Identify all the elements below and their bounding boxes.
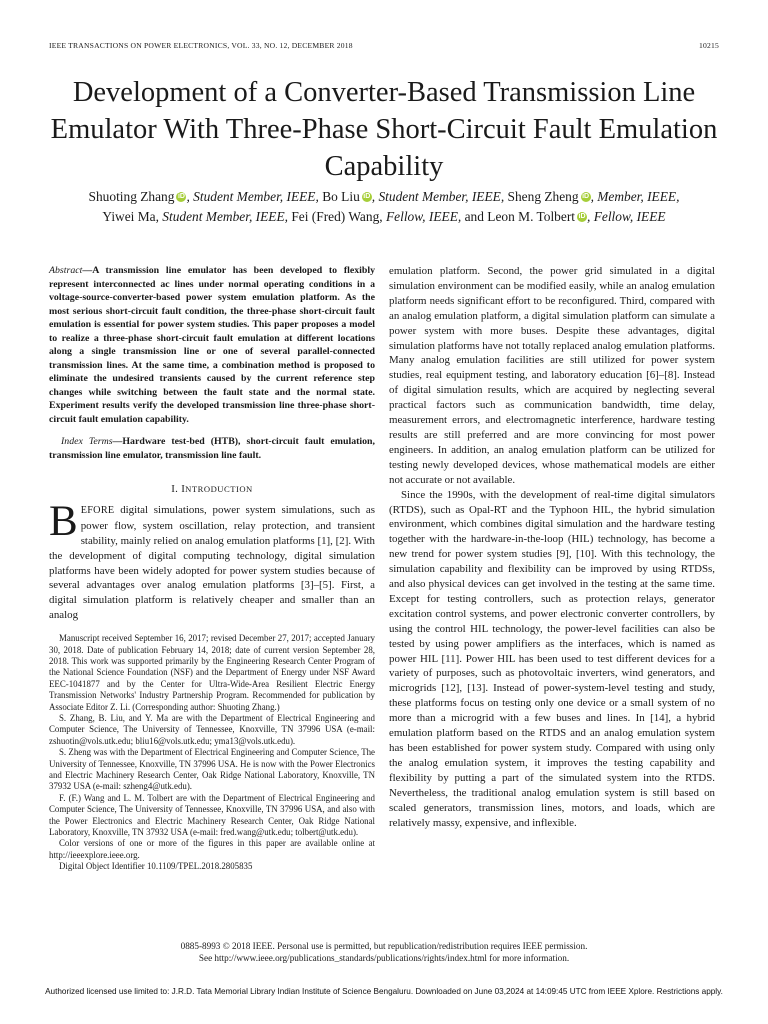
- author-name: Sheng Zheng: [507, 189, 579, 204]
- drop-cap: B: [49, 497, 78, 545]
- abstract-label: Abstract: [49, 265, 83, 276]
- body-paragraph: emulation platform. Second, the power grid simulated in a digital simulation environment can be modified easily, while an analog emulation platform needs significant effort to be reconfigured. Third, compared with an analog emulation platform, a digital simulation platform can simulate a power system with more buses. Despite these advantages, digital simulation platforms have not totally replaced analog emulation platforms. Many analog emulation facilities are still utilized for power system studies, real equipment testing, and laboratory education [6]–[8]. Instead of digital simulation results, which are acquired by neglecting several practical factors such as communication bandwidth, time delay, measurement errors, and electromagnetic interference, hardware testing results are still preferred and are more convincing for most power engineers. In addition, an analog emulation platform can be utilized for testing newly developed devices, whose mathematical models are either not accurate or not available.: [389, 265, 715, 486]
- author-name: Yiwei Ma,: [102, 209, 159, 224]
- footnote-color-note: Color versions of one or more of the figures in this paper are available online at http://ieeexplore.ieee.org.: [49, 838, 375, 860]
- footnote-affiliation: S. Zheng was with the Department of Electrical Engineering and Computer Science, The University of Tennessee, Knoxville, TN 37996 USA. He is now with the Power Electronics and Electric Machinery Research Center, Oak Ridge National Laboratory, Knoxville, TN 37932 USA (e-mail: szheng4@utk.edu).: [49, 747, 375, 792]
- author-name: Fei (Fred) Wang,: [291, 209, 383, 224]
- right-column: [389, 264, 715, 830]
- footnote-manuscript: Manuscript received September 16, 2017; revised December 27, 2017; accepted January 30, 2018. Date of publication February 14, 2018; date of current version September 28, 2018. This work was supported primarily by the Engineering Research Center Program of the National Science Foundation (NSF) and the Department of Energy under NSF Award EEC-1041877 and by the Center for Ultra-Wide-Area Resilient Electric Energy Transmission Networks' Industry Partnership Program. Recommended for publication by Associate Editor Z. Li. (Corresponding author: Shuoting Zhang.): [49, 633, 375, 712]
- orcid-icon[interactable]: iD: [578, 213, 586, 220]
- orcid-icon[interactable]: iD: [363, 193, 371, 200]
- author-name: Bo Liu: [322, 189, 360, 204]
- index-terms: [49, 435, 375, 462]
- index-terms-label: Index Terms: [61, 436, 113, 447]
- page-number: 10215: [699, 41, 719, 50]
- author-affiliation: , Student Member, IEEE,: [186, 189, 319, 204]
- footnote-affiliation: S. Zhang, B. Liu, and Y. Ma are with the Department of Electrical Engineering and Computer Science, The University of Tennessee, Knoxville, TN 37996 USA (e-mail: zshuotin@vols.utk.edu; bliu16@vols.utk.edu; yma13@vols.utk.edu).: [49, 713, 375, 746]
- footnote-affiliation: F. (F.) Wang and L. M. Tolbert are with the Department of Electrical Engineering and Computer Science, The University of Tennessee, Knoxville, TN 37996 USA, and also with the Power Electronics and Electric Machinery Research Center, Oak Ridge National Laboratory, Knoxville, TN 37932 USA (e-mail: fred.wang@utk.edu; tolbert@utk.edu).: [49, 792, 375, 838]
- author-conjunction: and: [464, 209, 484, 224]
- authorized-use-notice: Authorized licensed use limited to: J.R.D. Tata Memorial Library Indian Institute of Science Bengaluru. Downloaded on June 03,2024 at 14:09:45 UTC from IEEE Xplore. Restrictions apply.: [45, 987, 723, 996]
- author-name: Leon M. Tolbert: [487, 209, 575, 224]
- author-affiliation: , Member, IEEE,: [590, 189, 680, 204]
- section-heading: [49, 482, 375, 497]
- paper-title: Development of a Converter-Based Transmission Line Emulator With Three-Phase Short-Circuit Fault Emulation Capability: [50, 77, 718, 182]
- section-title-initial: I: [181, 483, 186, 495]
- intro-caps: EFORE: [80, 504, 115, 516]
- abstract: [49, 264, 375, 426]
- section-number: I.: [171, 483, 179, 495]
- footnote-doi: Digital Object Identifier 10.1109/TPEL.2018.2805835: [59, 861, 253, 872]
- running-header: [49, 41, 719, 50]
- author-affiliation: Student Member, IEEE,: [162, 209, 288, 224]
- author-affiliation: Fellow, IEEE,: [385, 209, 462, 224]
- copyright-url-line: See http://www.ieee.org/publications_standards/publications/rights/index.html for more information.: [198, 953, 570, 964]
- author-affiliation: , Student Member, IEEE,: [371, 189, 505, 204]
- index-terms-text: —Hardware test-bed (HTB), short-circuit fault emulation, transmission line emulator, transmission line fault.: [49, 436, 375, 461]
- journal-name: IEEE TRANSACTIONS ON POWER ELECTRONICS, VOL. 33, NO. 12, DECEMBER 2018: [49, 41, 353, 50]
- copyright-line: 0885-8993 © 2018 IEEE. Personal use is permitted, but republication/redistribution requires IEEE permission.: [180, 941, 588, 951]
- orcid-icon[interactable]: iD: [177, 193, 185, 200]
- orcid-icon[interactable]: iD: [582, 193, 590, 200]
- body-paragraph: Since the 1990s, with the development of real-time digital simulators (RTDS), such as Opal-RT and the Typhoon HIL, the hybrid simulation environment, which combines digital simulation and the hardware testing together with the hardware-in-the-loop (HIL) technology, has become a new trend for power system studies [9], [10]. With this technology, the simulation capability and flexibility can be improved by using RTDSs, and also physical devices can get involved in the testing at the same time. Except for testing controllers, such as protection relays, generator excitation control systems, and power electronic converter controllers, by using the control HIL technology, the power-level facilities can also be tested by using power amplifiers as the interfaces, which is named as power HIL [11]. Power HIL has been used to test different devices for a variety of purposes, such as photovoltaic inverters, wind generators, and microgrids [12], [13]. Instead of power-system-level testing and study, these platforms focus on testing only one device or a small system of no more than a microgrid with a few buses and lines. In [14], a hybrid emulation platform based on the RTDS and an analog emulation system has been established for power system study. Compared with using only the analog emulation system, it improves the testing capability and flexibility by putting a part of the simulated system into the RTDS. Nevertheless, the traditional analog emulation system is still based on scaled generators, transmission lines, motors, and loads, which are relatively massy, expensive, and inflexible.: [389, 488, 715, 829]
- left-column: [49, 264, 375, 873]
- section-title-rest: NTRODUCTION: [185, 484, 253, 494]
- intro-paragraph: [49, 497, 375, 623]
- footnotes: [49, 633, 375, 873]
- abstract-text: —A transmission line emulator has been developed to flexibly represent interconnected ac lines under normal operating conditions in a voltage-source-converter-based power system emulation platform. As the most serious short-circuit fault condition, the three-phase short-circuit fault emulation is essential for power system studies. This paper proposes a model to realize a three-phase short-circuit fault emulation at different locations along a single transmission line or one of several parallel-connected transmission lines. At the same time, a combination method is proposed to eliminate the undesired transients caused by the current reference step changes while switching between the fault state and the normal state. Experiment results verify the developed transmission line three-phase short-circuit fault emulation capability.: [49, 265, 375, 425]
- author-list: [40, 187, 728, 227]
- author-name: Shuoting Zhang: [88, 189, 175, 204]
- author-affiliation: , Fellow, IEEE: [587, 209, 666, 224]
- intro-text: digital simulations, power system simulations, such as power flow, system oscillation, relay protection, and transient stability, mainly relied on analog emulation platforms [1], [2]. With the development of digital computing technology, digital simulation platforms have been widely adopted for power system studies because of several advantages over analog emulation platforms [3]–[5]. First, a digital simulation platform is relatively cheaper and smaller than an analog: [49, 503, 375, 622]
- copyright-notice: [40, 940, 728, 965]
